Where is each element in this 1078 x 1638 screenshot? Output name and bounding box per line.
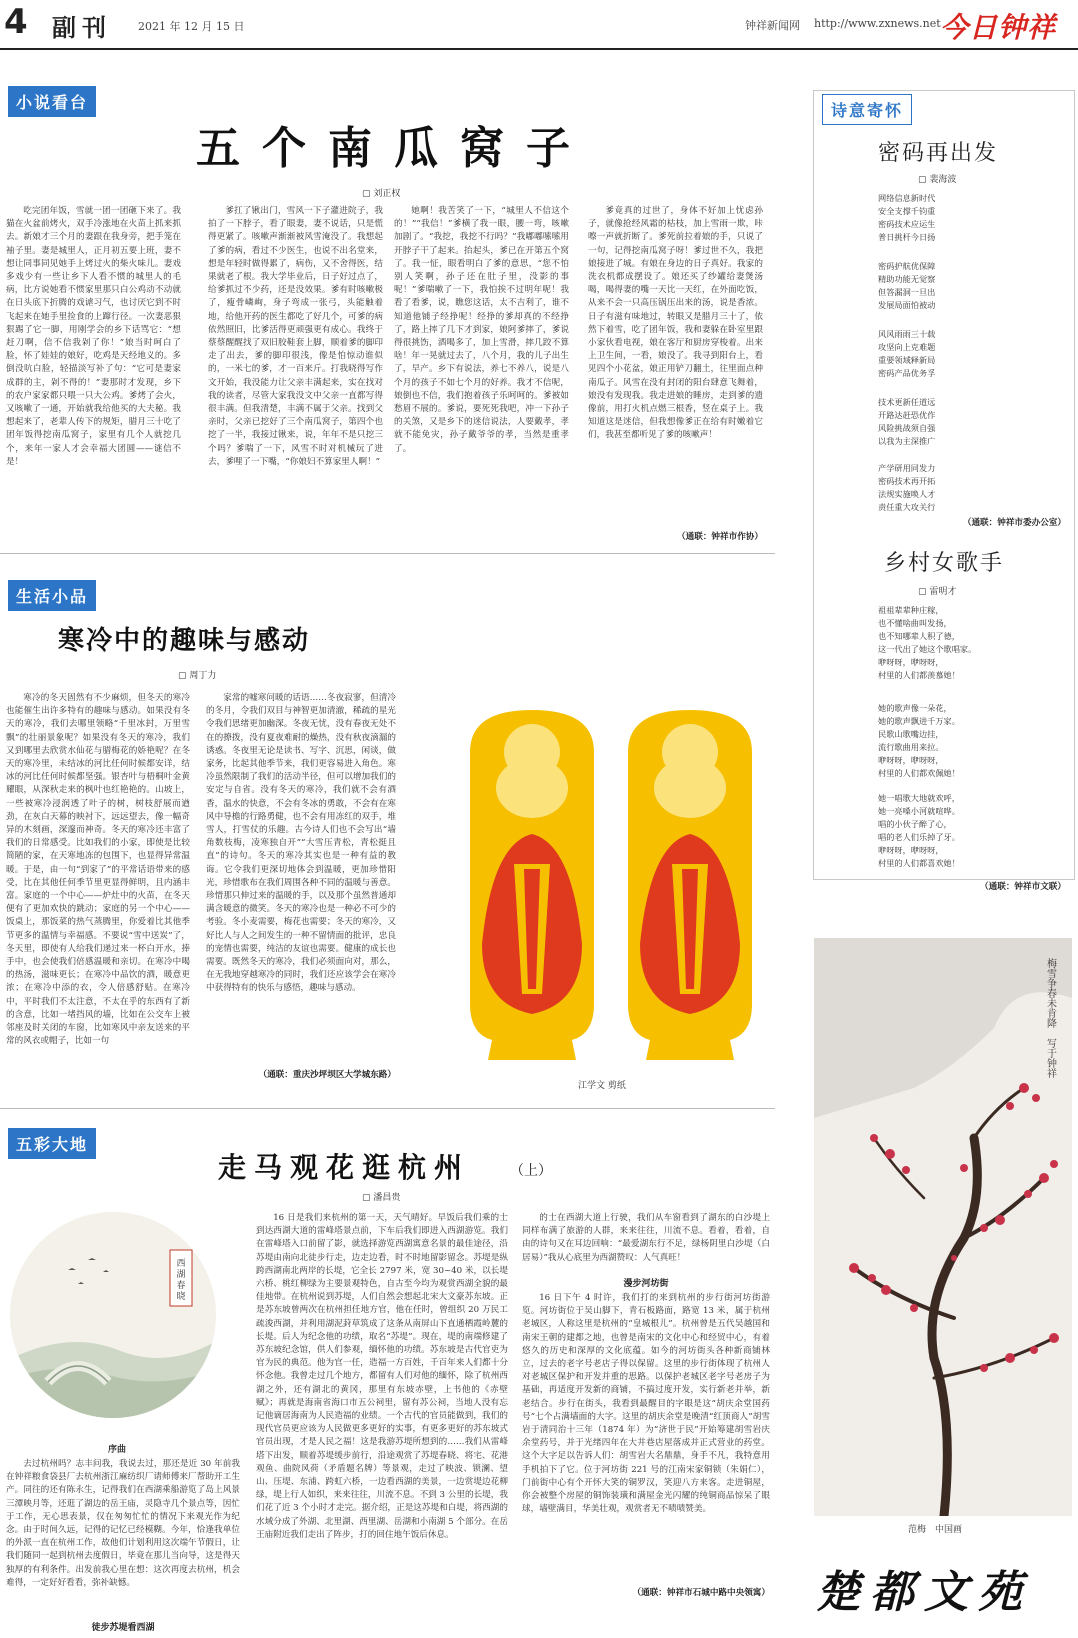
novel-title: 五个南瓜窝子 xyxy=(196,123,592,174)
travel-side-caption: 徒步苏堤看西湖 xyxy=(91,1623,155,1633)
stamp-char-4: 晓 xyxy=(176,1292,186,1302)
travel-author xyxy=(362,1190,400,1203)
painting-inscription: 梅雪争春未肯降 写于钟祥 xyxy=(1044,958,1056,1078)
site-url[interactable]: http://www.zxnews.net xyxy=(814,17,941,30)
newspaper-logo: 今日钟祥 xyxy=(940,11,1057,44)
poem2-author xyxy=(918,584,956,597)
life-author-name: 周丁力 xyxy=(189,671,217,681)
papercut-left xyxy=(470,710,594,1060)
life-col-2 xyxy=(206,692,396,1062)
poem1-author-name: 裴海波 xyxy=(929,175,957,185)
papercut-right xyxy=(628,710,752,1060)
travel-text-2: 16 日是我们来杭州的第一天，天气晴好。早饭后我们乘的士到达西湖大道的雷峰塔景点前，下车后我们即进入西湖游览。我们在雷峰塔入口前留了影，就选择游览西湖寓意名景的最佳途径，沿苏堤由南向北徒步行走，边走边看，时不时地留影留念。苏堤是纵跨西湖南北两岸的长堤，它全长 2797 米，宽 30~40 米，以长堤六桥、桃红柳绿为主要景观特色，自古至今均为观赏西湖全貌的最佳地带。在杭州说到苏堤，人们自然会想起北宋大文豪苏东坡。正是苏东坡曾两次在杭州担任地方官，他在任时，曾组织 20 万民工疏浚西湖，并利用湖泥葑草筑成了这条从南屏山下直通栖霞岭麓的长堤。后人为纪念他的功绩，取名“苏堤”。现在，堤的南端修建了苏东坡纪念馆，供人们参观，缅怀他的功绩。苏东坡是古代官吏为官为民的典范。他为官一任，造福一方百姓，千百年来人们都十分怀念他。我曾走过几个地方，都留有人们对他的缅怀，除了杭州西湖之外，还有湖北的黄冈，那里有东坡赤壁，上书他的《赤壁赋》；再就是海南省海口市五公祠里，留有苏公祠，当地人没有忘记他谪居海南为人民造福的业绩。一个古代的官员能做到，我们的现代官员更应该为人民做更多更好的实事，有更多更好的苏东坡式官员出现，才是人民之福！这是我游苏堤所想到的……我们从雷峰塔下出发，顺着苏堤缓步前行，沿途观赏了苏堤春晓、将宅、花港观鱼、曲院风荷（矛盾题名牌）等景观，走过了映波、锁澜、望山、压堤、东浦、跨虹六桥，一边看西湖的美景，一边赏堤边花柳绿，堤上行人如织，来来往往，川流不息。不到 3 公里的长堤，我们花了近 3 个小时才走完。据介绍，正是这苏堤和白堤，将西湖的水域分成了外湖、北里湖、西里湖、岳湖和小南湖 5 个部分。在岳王庙附近我们走出了阵步，打的回住地午饭后休息。 xyxy=(256,1213,508,1540)
travel-col-2 xyxy=(256,1212,508,1622)
novel-col-1 xyxy=(6,205,181,540)
tag-poetry: 诗意寄怀 xyxy=(822,94,912,125)
poem1-stanza-1: 网络信息新时代 安全支撑千钧重 密码技术应运生 普日挑杆今日扬 xyxy=(878,193,936,242)
poem2-title: 乡村女歌手 xyxy=(884,551,1005,576)
poem2-stanza-3: 她一唱歌大地就欢呼， 她一亮嗓小河就喧哗。 唱的小伙子醉了心， 唱的老人们乐掉了牙。 咿呀呀，咿呀呀， 村里的人们都喜欢她！ xyxy=(878,793,960,868)
travel-author-name: 潘昌贵 xyxy=(373,1193,401,1203)
poem1-title: 密码再出发 xyxy=(878,141,999,166)
travel-col-4 xyxy=(522,1292,770,1582)
page-number: 4 xyxy=(4,2,28,42)
travel-text-1: 去过杭州吗？志丰问我，我说去过，那还是近 30 年前我在钟祥粮食袋县厂去杭州浙江麻纺织厂请师傅来厂帮助开工生产。同往的还有陈永生，记得我们在西湖乘船游览了岛上风景三潭映月等，还逛了湖边的岳王庙，灵隐寺几个景点等，因忙于工作，无心思表景，仅在匆匆忙忙的情况下来观光作为纪念。由于时间久远，记得的记忆已经模糊。今年，恰逢我单位的外派一直在杭州工作，故他们计划利用这次端午节假日，让我们随同一起到杭州去度假日，毕竟在那儿当向导，这是得天独厚的有利条件。出发前我心里在想：这次再度去杭州，机会难得，一定好好看看，弥补缺憾。 xyxy=(6,1459,240,1588)
papercut-image xyxy=(452,704,764,1074)
novel-text-1: 吃完团年饭，雪就一团一团砸下来了。我猫在火盆前烤火，双手冷涨地在火苗上抓来抓去。新娘才三个月的妻跟在我身旁，把手笼在袖子里。妻是城里人，正月初五要上班，妻不想让同事同见她手上烤过火的柴火味儿。妻戏多戏少有一些让乡下人看不惯的城里人的毛病，比方说她看不惯家里那只白公鸡动不动就在日头底下折腾的戏谑习气，也讨厌它到不时飞起来在她手里捡食的上蹿行径。一次妻恶狠狠踢了它一脚，用刚学会的乡下话骂它：“想赶刀啊，信不信我剁了你！”娘当时呵白了脸，怀了娃娃的娘好，吃鸡是天经地义的。多倒没吭白脸，轻描淡写补了句：“它可是妻家成群的主，剁不得的！”妻那时才发现，乡下的农户家家都只喂一只大公鸡。爹烤了会火，又咳嗽了一通，开始就我给他买的大夫秘。我想起来了，老辈人传下的规矩，腊月三十吃了团年饭得挖南瓜窝子，家里有几个人就挖几个，来年一家人才会幸福大团圆——谜信不是！ xyxy=(6,206,181,467)
author-box-icon: ▢ xyxy=(362,1193,374,1203)
westlake-painting xyxy=(8,1210,218,1440)
plum-painting xyxy=(814,938,1072,1516)
novel-text-4: 爹竟真的过世了，身体不好加上忧虑孙子，就像抢经风霜的枯枝，加上雪雨一欺，咔嚓一声就折断了。爹死前拉着娘的手，只说了一句，记得挖南瓜窝子呀！爹过世不久，我把娘接进了城。有娘在身边的日子真好。我家的洗衣机都成摆设了。娘还买了纱罐给妻煲汤喝，喝得妻的嘴一天比一天红，在外面吃饭，从来不会一只高压锅压出来的汤，说是香浓。日子有滋有味地过，转眼又是腊月三十了，依然下着雪，吃了团年饭，我和妻躲在卧室里跟小家伙看电视，娘在客厅和厨房穿梭着。出来上卫生间，一看，娘没了。我寻到阳台上，看见四个小花盆，娘正用铲刀翻土，往里面点种南瓜子。风雪在没有封闭的阳台肆意飞舞着，娘没有发现我。我走进娘的睡房，走到爹的遗像前，用打火机点燃三根香，竖在桌子上。我知道这是迷信，但我想像爹正在给有时嫩着它们，我甚至都听见了爹的咳嗽声！ xyxy=(588,206,763,441)
author-box-icon: ▢ xyxy=(918,175,930,185)
author-box-icon: ▢ xyxy=(918,587,930,597)
novel-source: （通联：钟祥市作协） xyxy=(677,532,763,542)
novel-col-2 xyxy=(208,205,383,540)
poem2-stanza-2: 她的歌声像一朵花， 她的歌声飘进千万家。 民歌山歌嘴边挂， 流行歌曲用来拉。 咿呀呀，咿呀呀， 村里的人们都欢佩她！ xyxy=(878,703,960,778)
author-box-icon: ▢ xyxy=(178,671,190,681)
life-title: 寒冷中的趣味与感动 xyxy=(58,626,311,656)
novel-author xyxy=(362,186,400,199)
issue-date: 2021 年 12 月 15 日 xyxy=(138,20,245,33)
author-box-icon: ▢ xyxy=(362,189,374,199)
stamp-char-1: 西 xyxy=(176,1259,186,1269)
stamp-char-3: 春 xyxy=(176,1281,186,1291)
tag-novel: 小说看台 xyxy=(8,86,96,117)
life-source: （通联：重庆沙坪坝区大学城东路） xyxy=(258,1070,396,1080)
travel-title-suffix: （上） xyxy=(510,1163,552,1179)
novel-text-3: 她啊！我苦笑了一下，“城里人不信这个的！”“我信！”爹横了我一眼，腰一弯，咳嗽加剧了。“我挖，我挖不行吗？”我嘟嘟嗦嗦用开脖子干了起来。抬起头，爹已在开第五个窝了。我一怔，眼看明白了爹的意思，“您不怕别人笑啊，孙子还在肚子里，没影的事呢！”爹喘嗽了一下，我怕挨不过明年呢！我看了看爹，说，瞧您这话，太不吉利了，谁不知道他铺子经挣呢！经挣的爹却真的不经挣了，路上摔了几下才到家，娘阿爹摔了，爹说得很挑饬，酒喝多了，加上雪滑，摔几跤不算啥！年一晃就过去了，八个月，我的儿子出生了，早产。乡下有说法，养七不养八，说是八个月的孩子不如七个月的好养。我才不信呢，娘倒也不信，我们抱着孩子乐呵呵的。爹被如愁眉不展的。爹说，要死死我吧，冲一下孙子的关煞，又是乡下的迷信说法，人要戴孝，孝就不能免灾，孙子戴爷爷的孝，当然是重孝了。 xyxy=(394,206,569,454)
section-name: 副刊 xyxy=(52,14,112,42)
poem1-stanza-3: 风风雨雨三十载 攻坚向上克难题 重要领域释新局 密码产品优务孚 xyxy=(878,329,936,378)
tag-life: 生活小品 xyxy=(8,580,96,611)
travel-col-1 xyxy=(6,1458,240,1608)
section-divider xyxy=(0,1108,775,1109)
travel-col-3 xyxy=(522,1212,770,1268)
novel-author-name: 刘正权 xyxy=(373,189,401,199)
life-text-1: 寒冷的冬天固然有不少麻烦，但冬天的寒冷也能催生出许多特有的趣味与感动。如果没有冬天的寒冷，我们去哪里领略“千里冰封，万里雪飘”的壮丽景象呢？如果没有冬天的寒冷，我们又到哪里去欣赏水仙花与腊梅花的娇艳呢？在冬天的寒冷里，未结冰的河比任何时候都安详，结冰的河比任何时候都坚强。银杏叶与梧桐叶金黄耀眼，从深秋走来的枫叶也红艳艳的。山坡上，一些被寒冷浸润透了叶子的树，树枝舒展而遒劲，在灰白天幕的映衬下，远远望去，像一幅奇异的木刻画，深邃而神奇。冬天的寒冷还丰富了我们的日常感受。比如我们的小家，即使是比较简陋的家，在天寒地冻的包围下，也显得异常温暖。于是，由一句“到家了”的平常话语带来的感受，比在其他任何季节里更显得鲜明，且内涵丰富。家庭的一个中心——炉灶中的火苗，在冬天便有了更加欢快的跳动；家庭的另一个中心——饭桌上，那饭菜的热气蒸腾里，你爱着比其他季节更多的温情与幸福感。不要说“雪中送炭”了，冬天里，即使有人给我们递过来一杯白开水，捧手中，也会使我们倍感温暖和亲切。在寒冷中喝的热汤，滋味更长；在寒冷中品饮的酒，暖意更浓；在寒冷中添的衣，令人倍感舒贴。在寒冷中，平时我们不太注意，不太在乎的东西有了新的含意，比如一堵挡风的墙，比如在公交车上被邻座及时关闭的车窗，比如寒风中亲友送来的平常的风衣或帽子，比如一句 xyxy=(6,693,190,1047)
novel-text-2: 爹扛了锹出门，雪风一下子灌进院子，我拍了一下脖子，看了眼妻，妻不说话，只是慌得更紧了。咳嗽声渐渐被风雪淹没了。我想起了爹的病，看过不少医生，也说不出名堂来，想是年轻时做得累了，病伤，又不舍得医，结果就老了根。我大学毕业后，日子好过点了，给爹抓过不少药，还是没效果。爹有时咳嗽极了，瘦骨嶙峋，身子弯成一张弓，头能触着地，给他开药的医生都吃了好几个，可爹的病依然照旧，比爹活得更顽强更有成心。我终于蔡蔡醒醒找了双旧胶鞋套上脚，顺着爹的脚印走了出去，爹的脚印很浅，像是怕惊动谁似的，一米七的爹，才一百来斤。打我晓得写作文开始，我没能力让父亲丰满起来，实在找对我的读者，尽管大家我没文中父亲一直都写得很丰满。但我清楚，丰满不属于父亲。找到父亲时，父亲已挖好了三个南瓜窝子，第四个也挖了一半，我接过锹来，说，年年不是只挖三个吗？爹喘了一下，风雪不时对机械玩了进去，爹哩了一下嘴，“你娘妇不算家里人啊！” xyxy=(208,206,383,467)
travel-text-4: 16 日下午 4 时许，我们打的来到杭州的步行街河坊街游览。河坊街位于吴山脚下，青石板路面，路宽 13 米，属于杭州老城区，人称这里是杭州的“皇城根儿”。杭州曾是五代吴越国和南宋王朝的建都之地，也曾是南宋的文化中心和经贸中心，有着悠久的历史和深厚的文化底蕴。如今的河坊街头各种新商铺林立，过去的老字号老店子得以保留。这里的步行街体现了杭州人对老城区保护和开发并重的思路。以保护老城区老字号老房子为基础，再适度开发新的商铺，不搞过度开发，实行新老并举，新老结合。步行在街头，我看到最醒目的字眼是这“胡庆余堂国药号”七个占满墙面的大字。这里的胡庆余堂是晚清“红顶商人”胡雪岩于清同治十三年（1874 年）为“济世于民”开始筹建胡雪岩庆余堂药号，并于光绪四年在大井巷店屋落成并正式营业的药堂。这个大字足以告诉人们：胡雪岩大名鼎鼎，身手不凡，我特意用手机拍下了它。位于河坊街 221 号的江南宋家铜锁（朱娟仁），门前街中心有个开怀大笑的铜罗汉，笑迎八方来客。走进铜屋，你会被整个房屋的铜饰装璜和满屋金光闪耀的纯铜商品惊呆了眼球，墙壁满目，华美壮观，观赏者无不啧啧赞美。 xyxy=(522,1293,770,1515)
travel-subhead: 漫步河坊街 xyxy=(623,1279,669,1289)
stamp-char-2: 湖 xyxy=(176,1270,186,1280)
poem1-stanza-4: 技术更新任道远 开路达赶恐优作 风险挑战须自强 以我为主深推广 xyxy=(878,397,936,446)
novel-col-3 xyxy=(394,205,569,540)
poem2-author-name: 雷明才 xyxy=(929,587,957,597)
travel-source: （通联：钟祥市石城中路中央领寓） xyxy=(632,1588,770,1598)
site-name: 钟祥新闻网 xyxy=(745,19,800,32)
papercut-caption: 江学文 剪纸 xyxy=(578,1081,626,1091)
section-divider xyxy=(0,553,775,554)
travel-text-3: 的士在西湖大道上行驶，我们从车窗看到了湖东的白沙堤上同样布满了旅游的人群，来来往往，川流不息。看着，看着，自由的诗句又在耳边回响：“最爱湖东行不足，绿杨阴里白沙堤（白居易）”我从心底里为西湖赞叹：人气真旺！ xyxy=(522,1213,770,1263)
poem2-stanza-1: 祖祖辈辈种庄稼， 也不懂啥曲叫发扬， 也不知哪辈人积了德， 这一代出了她这个歌唱家。 咿呀呀，咿呀呀， 村里的人们都羡慕她！ xyxy=(878,605,977,680)
calligraphy-title: 楚都文苑 xyxy=(816,1567,1032,1618)
travel-title: 走马观花逛杭州 xyxy=(218,1151,471,1184)
life-author xyxy=(178,668,216,681)
westlake-img-caption: 序曲 xyxy=(108,1445,127,1455)
novel-col-4 xyxy=(588,205,763,525)
life-col-1 xyxy=(6,692,190,1092)
tag-travel: 五彩大地 xyxy=(8,1128,96,1159)
painting-caption: 范梅 中国画 xyxy=(908,1525,963,1535)
poem1-author xyxy=(918,172,956,185)
poem1-stanza-5: 产学研用同发力 密码技术再开拓 法规实施唤人才 责任重大攻关行 xyxy=(878,463,936,512)
life-text-2: 家常的嘘寒问暖的话语……冬夜寂寥，但清冷的冬月，令我们双目与神智更加清澈，稀疏的星光令我们思绪更加幽深。冬夜无忧，没有春夜无处不在的撩拨，没有夏夜难耐的燥热，没有秋夜滴漏的诱惑。冬夜里无论是读书、写字、沉思，闲谈，做家务，比起其他季节来，我们更容易进入角色。寒冷虽然限制了我们的活动半径，但可以增加我们的安定与自省。没有冬天的寒冷，我们就不会有酒香，温水的快意，不会有冬冰的勇敢，不会有在寒风中导檐的行路勇健，也不会有用冻红的双手，堆雪人，打雪仗的乐趣。古今诗人们也不会写出“墙角数枝梅，凌寒独自开”“大雪压青松，青松挺且直”的诗句。冬天的寒冷其实也是一种有益的教诲。它令我们更深切地体会到温暖，更加珍惜阳光，珍惜歌布在我们周围各种不同的温暖与善意。珍惜那只伸过来的温暖的手，以及那个虽然普通却满含暖意的微笑。冬天的寒冷也是一种必不可少的考验。冬小麦需要，梅花也需要；冬天的寒冷，又好比人与人之间发生的一种不留情面的批评，忠良的宠情也需要，纯洁的友谊也需要。健康的成长也需要。既然冬天的寒冷，我们必须面向对，那么，在无我地穿越寒冷的同时，我们还应该学会在寒冷中获得特有的快乐与感悟，趣味与感动。 xyxy=(206,693,396,994)
poem1-stanza-2: 密码护航优保障 精助功能无觉察 但答漏洞一旦出 发展局面怕被动 xyxy=(878,261,936,310)
poem1-source: （通联：钟祥市委办公室） xyxy=(962,518,1066,528)
poem2-source: （通联：钟祥市文联） xyxy=(980,882,1066,892)
